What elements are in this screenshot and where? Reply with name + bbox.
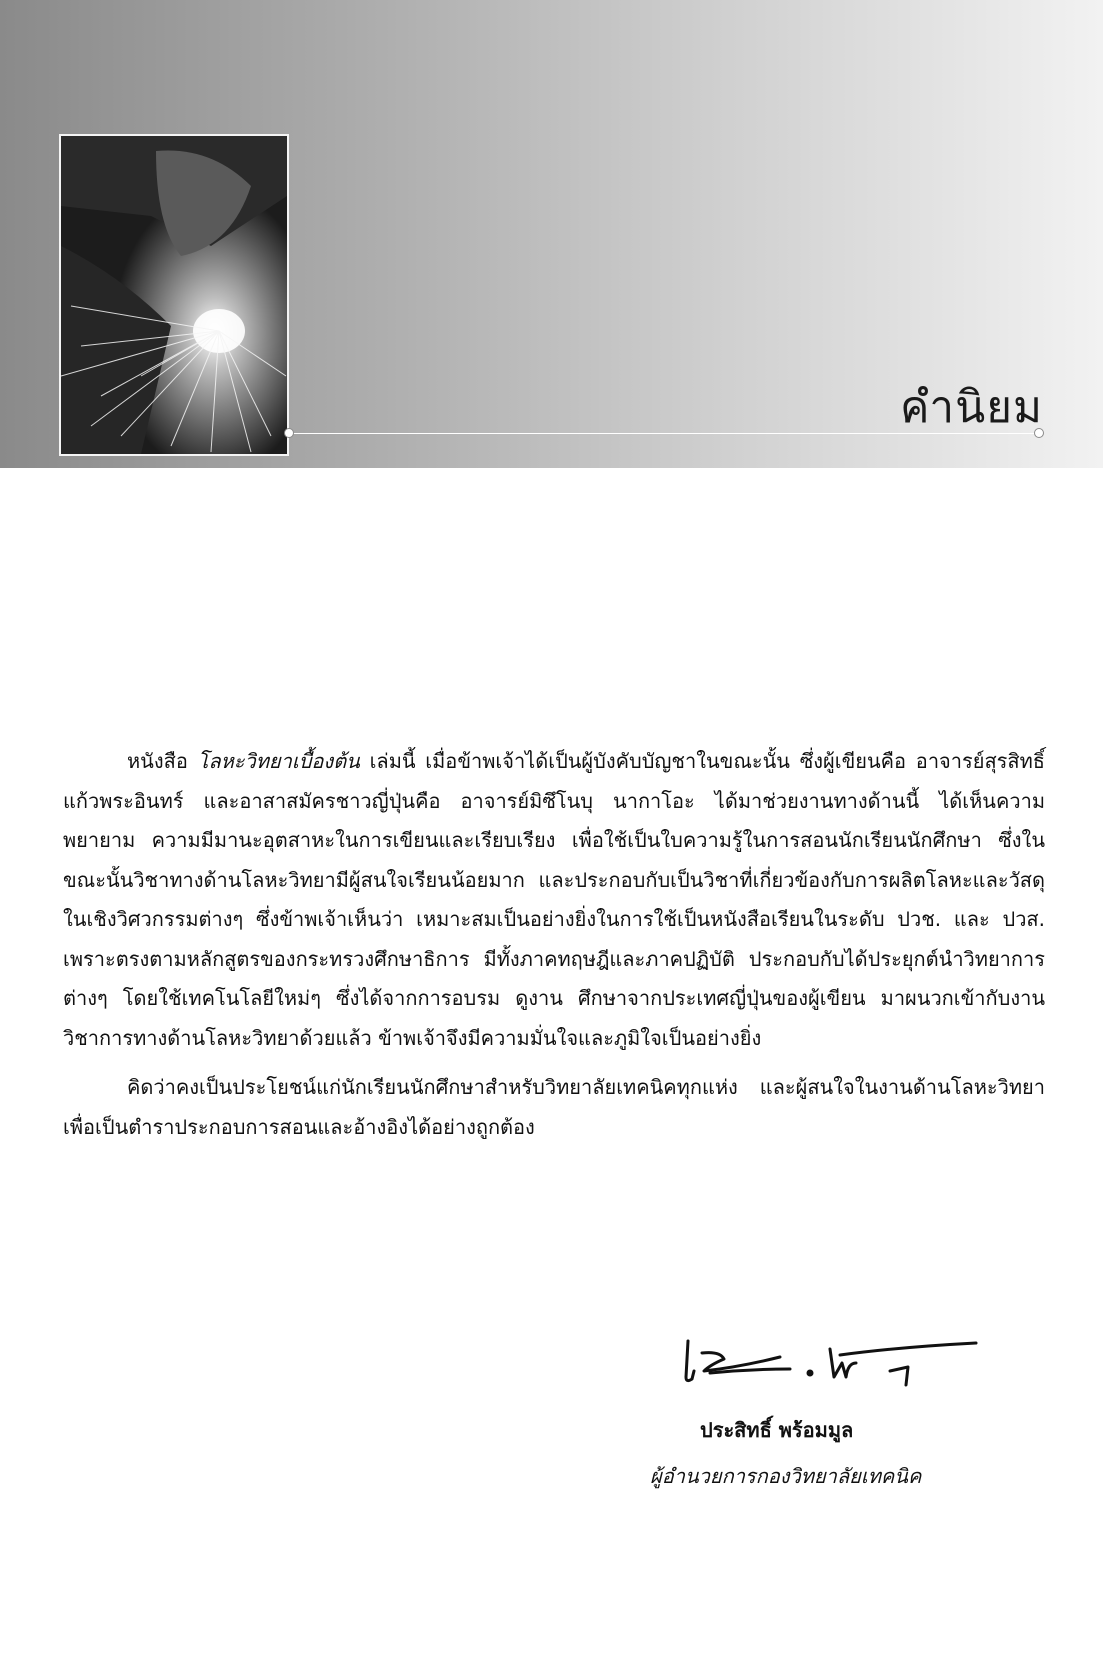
rule-left-dot xyxy=(284,428,294,438)
paragraph-1-rest: เล่มนี้ เมื่อข้าพเจ้าได้เป็นผู้บังคับบัญชาในขณะนั้น ซึ่งผู้เขียนคือ อาจารย์สุรสิทธิ์ แก้วพระอินทร์ และอาสาสมัครชาวญี่ปุ่นคือ อาจารย์มิซึโนบุ นากาโอะ ได้มาช่วยงานทางด้านนี้ ได้เห็นความพยายาม ความมีมานะอุตสาหะในการเขียนและเรียบเรียง เพื่อใช้เป็นใบความรู้ในการสอนนักเรียนนักศึกษา ซึ่งในขณะนั้นวิชาทางด้านโลหะวิทยามีผู้สนใจเรียนน้อยมาก และประกอบกับเป็นวิชาที่เกี่ยวข้องกับการผลิตโลหะและวัสดุในเชิงวิศวกรรมต่างๆ ซึ่งข้าพเจ้าเห็นว่า เหมาะสมเป็นอย่างยิ่งในการใช้เป็นหนังสือเรียนในระดับ ปวช. และ ปวส. เพราะตรงตามหลักสูตรของกระทรวงศึกษาธิการ มีทั้งภาคทฤษฎีและภาคปฏิบัติ ประกอบกับได้ประยุกต์นำวิทยาการต่างๆ โดยใช้เทคโนโลยีใหม่ๆ ซึ่งได้จากการอบรม ดูงาน ศึกษาจากประเทศญี่ปุ่นของผู้เขียน มาผนวกเข้ากับงานวิชาการทางด้านโลหะวิทยาด้วยแล้ว ข้าพเจ้าจึงมีความมั่นใจและภูมิใจเป็นอย่างยิ่ง xyxy=(63,749,1046,1050)
paragraph-1 xyxy=(63,742,1045,1058)
welding-sparks-photo xyxy=(59,134,289,456)
signer-name: ประสิทธิ์ พร้อมมูล xyxy=(700,1418,854,1442)
signer-title: ผู้อำนวยการกองวิทยาลัยเทคนิค xyxy=(650,1464,922,1488)
foreword-body xyxy=(63,742,1045,1147)
page-heading: คำนิยม xyxy=(899,382,1043,433)
book-title: โลหะวิทยาเบื้องต้น xyxy=(197,749,360,773)
paragraph-2: คิดว่าคงเป็นประโยชน์แก่นักเรียนนักศึกษาสำหรับวิทยาลัยเทคนิคทุกแห่ง และผู้สนใจในงานด้านโลหะวิทยา เพื่อเป็นตำราประกอบการสอนและอ้างอิงได้อย่างถูกต้อง xyxy=(63,1075,1045,1139)
handwritten-signature xyxy=(680,1323,980,1395)
paragraph-1-lead: หนังสือ xyxy=(127,749,198,773)
